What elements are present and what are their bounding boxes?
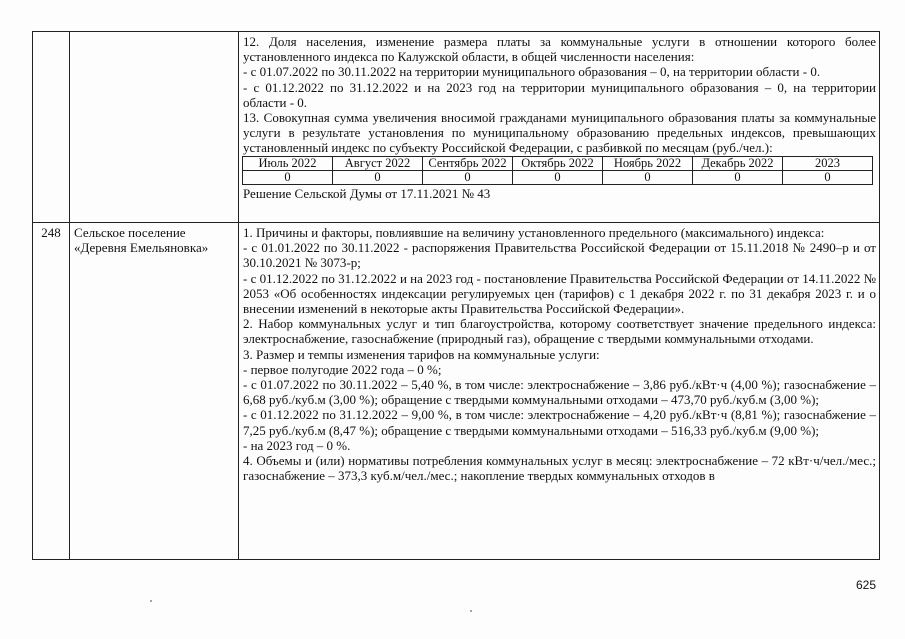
month-value: 0 — [603, 170, 693, 184]
paragraph-12a: - с 01.07.2022 по 30.11.2022 на территории муниципального образования – 0, на территории области - 0. — [243, 64, 821, 80]
municipality-cell — [70, 223, 239, 560]
paragraph-3a: - первое полугодие 2022 года – 0 %; — [243, 361, 442, 377]
paragraph-3d: - на 2023 год – 0 %. — [243, 437, 351, 453]
details-cell — [239, 32, 880, 223]
scan-speck — [150, 600, 152, 602]
month-header: Июль 2022 — [243, 156, 333, 170]
month-header: Сентябрь 2022 — [423, 156, 513, 170]
paragraph-3b: - с 01.07.2022 по 30.11.2022 – 5,40 %, в том числе: электроснабжение – 3,86 руб./кВт·ч (4,00 %); газоснабжение – 6,68 руб./куб.м (3,00 %); обращение с твердыми коммунальными отходами – 473,70 руб./куб.м (3,00 %); — [243, 377, 876, 408]
table-row — [33, 223, 880, 560]
scan-speck — [470, 610, 472, 612]
paragraph-12: 12. Доля населения, изменение размера платы за коммунальные услуги в отношении которого более установленного индекса по Калужской области, в общей численности населения: — [243, 34, 876, 65]
month-value: 0 — [783, 170, 873, 184]
month-value: 0 — [423, 170, 513, 184]
month-value: 0 — [333, 170, 423, 184]
paragraph-12b: - с 01.12.2022 по 31.12.2022 и на 2023 год на территории муниципального образования – 0, на территории области - 0. — [243, 79, 876, 110]
months-values-row — [243, 170, 873, 184]
row-number-cell-empty — [33, 32, 70, 223]
paragraph-3: 3. Размер и темпы изменения тарифов на коммунальные услуги: — [243, 346, 600, 362]
municipality-name: Сельское поселение «Деревня Емельяновка» — [74, 225, 209, 256]
month-header: 2023 — [783, 156, 873, 170]
paragraph-4: 4. Объемы и (или) нормативы потребления коммунальных услуг в месяц: электроснабжение – 72 кВт·ч/чел./мес.; газоснабжение – 373,3 куб.м/чел./мес.; накопление твердых коммунальных отходов в — [243, 453, 876, 484]
paragraph-1a: - с 01.01.2022 по 30.11.2022 - распоряжения Правительства Российской Федерации от 15.11.2018 № 2490–р и от 30.10.2021 № 3073-р; — [243, 240, 876, 271]
municipal-index-table — [32, 31, 880, 560]
paragraph-3c: - с 01.12.2022 по 31.12.2022 – 9,00 %, в том числе: электроснабжение – 4,20 руб./кВт·ч (8,81 %); газоснабжение – 7,25 руб./куб.м (8,47 %); обращение с твердыми коммунальными отходами – 516,33 руб./куб.м (9,00 %); — [243, 407, 876, 438]
monthly-increase-table — [242, 156, 873, 185]
paragraph-2: 2. Набор коммунальных услуг и тип благоустройства, которому соответствует значение предельного индекса: электроснабжение, газоснабжение (природный газ), обращение с твердыми коммунальными отходами. — [243, 316, 876, 347]
month-value: 0 — [693, 170, 783, 184]
row-number-cell — [33, 223, 70, 560]
month-header: Октябрь 2022 — [513, 156, 603, 170]
paragraph-13: 13. Совокупная сумма увеличения вносимой гражданами муниципального образования платы за коммунальные услуги в результате установления по муниципальному образованию предельных индексов, превышающих установленный индекс по субъекту Российской Федерации, с разбивкой по месяцам (руб./чел.): — [243, 110, 876, 156]
row-number: 248 — [41, 225, 61, 240]
month-header: Август 2022 — [333, 156, 423, 170]
month-value: 0 — [243, 170, 333, 184]
paragraph-1b: - с 01.12.2022 по 31.12.2022 и на 2023 год - постановление Правительства Российской Федерации от 14.11.2022 № 2053 «Об особенностях индексации регулируемых цен (тарифов) с 1 декабря 2022 г. по 31 декабря 2023 г. и о внесении изменений в некоторые акты Правительства Российской Федерации». — [243, 270, 876, 317]
month-header: Декабрь 2022 — [693, 156, 783, 170]
details-cell — [239, 223, 880, 560]
municipality-cell-empty — [70, 32, 239, 223]
month-header: Ноябрь 2022 — [603, 156, 693, 170]
paragraph-1: 1. Причины и факторы, повлиявшие на величину установленного предельного (максимального) индекса: — [243, 225, 825, 240]
table-row — [33, 32, 880, 223]
decision-reference: Решение Сельской Думы от 17.11.2021 № 43 — [243, 185, 491, 201]
month-value: 0 — [513, 170, 603, 184]
months-header-row — [243, 156, 873, 170]
page-number: 625 — [855, 578, 876, 592]
